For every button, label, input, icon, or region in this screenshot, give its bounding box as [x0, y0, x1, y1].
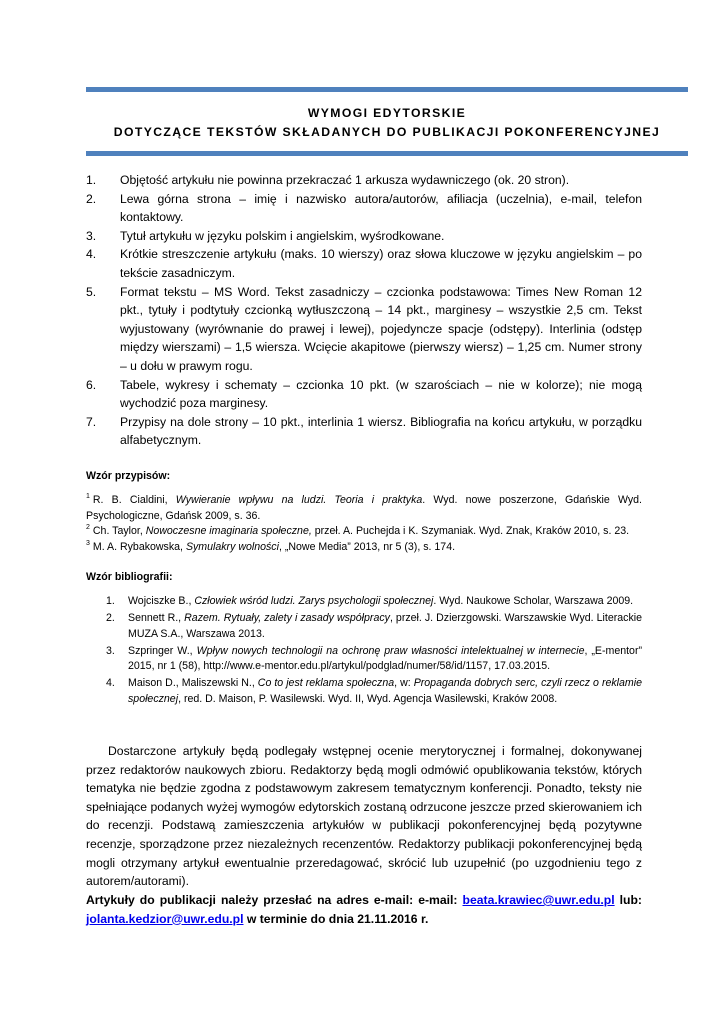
bibliography-number: 3. [106, 644, 115, 657]
list-item-text: Tytuł artykułu w języku polskim i angielskim, wyśrodkowane. [120, 228, 445, 243]
list-item-number: 7. [86, 414, 97, 429]
bibliography-text: Sennett R., [128, 612, 185, 625]
bibliography-title: Razem. Rytuały, zalety i zasady współpracy [184, 612, 390, 625]
header-bottom-rule [86, 151, 688, 156]
footnote-number: 3 [86, 539, 90, 547]
bibliography-number: 1. [106, 595, 115, 607]
email-link-1[interactable]: beata.krawiec@uwr.edu.pl [462, 893, 615, 907]
list-item-number: 1. [86, 173, 97, 187]
submission-middle: lub: [614, 893, 642, 907]
footnote-text: M. A. Rybakowska, [92, 540, 186, 553]
list-item [86, 413, 642, 450]
title-line-1: WYMOGI EDYTORSKIE [307, 106, 467, 120]
footnote-item [86, 540, 642, 556]
list-item-text: Krótkie streszczenie artykułu (maks. 10 wierszy) oraz słowa kluczowe w języku angielskim – po tekście zasadniczym. [120, 247, 642, 280]
footnote-number: 1 [86, 493, 90, 501]
bibliography-text: , red. D. Maison, P. Wasilewski. Wyd. II, Wyd. Agencja Wasilewski, Kraków 2008. [178, 692, 558, 705]
footnote-title: Symulakry wolności [185, 540, 279, 553]
footnote-text: , „Nowe Media” 2013, nr 5 (3), s. 174. [278, 540, 456, 553]
email-link-2[interactable]: jolanta.kedzior@uwr.edu.pl [86, 911, 244, 926]
list-item [86, 376, 642, 413]
bibliography-text: , przeł. J. Dzierzgowski. Warszawskie Wyd. Literackie MUZA S.A., Warszawa 2013. [128, 612, 643, 640]
bibliography-text: , w: [394, 677, 414, 690]
review-paragraph: Dostarczone artykuły będą podlegały wstępnej ocenie merytorycznej i formalnej, dokonywanej przez redaktorów naukowych zbioru. Redaktorzy będą mogli odmówić opublikowania tekstów, których tematyka nie będzie zgodna z podstawowym zakresem tematycznym konferencji. Ponadto, teksty nie spełniające podanych wyżej wymogów edytorskich zostaną odrzucone jeszcze przed skierowaniem ich do recenzji. Podstawą zamieszczenia artykułów w publikacji pokonferencyjnej będą pozytywne recenzje, sporządzone przez niezależnych recenzentów. Redaktorzy publikacji pokonferencyjnej będą mogli otrzymany artykuł ewentualnie przeredagować, skrócić lub uzupełnić (po uzgodnieniu tego z autorem/autorami). [86, 744, 642, 889]
submission-deadline: w terminie do dnia 21.11.2016 r. [243, 911, 429, 926]
list-item-number: 6. [86, 377, 97, 392]
list-item [86, 171, 642, 190]
bibliography-text: . Wyd. Naukowe Scholar, Warszawa 2009. [433, 595, 634, 607]
document-title [86, 104, 688, 142]
list-item [86, 227, 642, 246]
footnote-item [86, 493, 642, 524]
footnote-title: Nowoczesne imaginaria społeczne, [145, 525, 312, 537]
requirements-list [86, 171, 642, 450]
footnotes-heading: Wzór przypisów: [86, 470, 171, 482]
list-item-text: Objętość artykułu nie powinna przekraczać 1 arkusza wydawniczego (ok. 20 stron). [120, 173, 570, 187]
bibliography-title: Człowiek wśród ludzi. Zarys psychologii społecznej [194, 595, 434, 607]
footnote-text: R. B. Cialdini, [92, 494, 176, 506]
footnote-title: Wywieranie wpływu na ludzi. Teoria i praktyka [175, 494, 423, 506]
bibliography-text: , „E-mentor” 2015, nr 1 (58), http://www.e-mentor.edu.pl/artykul/podglad/numer/58/id/1157, 17.03.2015. [128, 644, 643, 673]
list-item [86, 190, 642, 227]
list-item-number: 2. [86, 191, 97, 206]
bibliography-item [106, 676, 642, 707]
footnote-text: . Wyd. nowe poszerzone, Gdańskie Wyd. Psychologiczne, Gdańsk 2009, s. 36. [86, 494, 642, 522]
bibliography-heading: Wzór bibliografii: [86, 571, 173, 583]
bibliography-text: Wojciszke B., [128, 595, 195, 607]
bibliography-title: Co to jest reklama społeczna [257, 677, 395, 690]
bibliography-item [106, 644, 642, 675]
footnote-number: 2 [86, 524, 90, 532]
submission-note [86, 891, 642, 928]
footnote-item [86, 524, 642, 540]
submission-prefix: Artykuły do publikacji należy przesłać na adres e-mail: e-mail: [86, 893, 463, 907]
bibliography-text: Maison D., Maliszewski N., [128, 677, 258, 690]
footnote-text: Ch. Taylor, [92, 525, 146, 537]
list-item-text: Tabele, wykresy i schematy – czcionka 10 pkt. (w szarościach – nie w kolorze); nie mogą wychodzić poza marginesy. [120, 377, 642, 411]
list-item-text: Lewa górna strona – imię i nazwisko autora/autorów, afiliacja (uczelnia), e-mail, telefon kontaktowy. [120, 191, 642, 225]
list-item-number: 3. [86, 228, 97, 243]
bibliography-item [106, 594, 642, 609]
list-item-number: 5. [86, 284, 97, 299]
footnotes-examples [86, 493, 642, 555]
bibliography-title: Propaganda dobrych serc, czyli rzecz o reklamie społecznej [128, 677, 642, 705]
bibliography-text: Szpringer W., [128, 644, 197, 657]
footnote-text: przeł. A. Puchejda i K. Szymaniak. Wyd. Znak, Kraków 2010, s. 23. [311, 525, 630, 537]
list-item [86, 283, 642, 376]
bibliography-title: Wpływ nowych technologii na ochronę praw własności intelektualnej w internecie [196, 644, 585, 657]
list-item-number: 4. [86, 247, 97, 262]
bibliography-examples [106, 594, 642, 709]
bibliography-number: 4. [106, 677, 115, 690]
title-line-2: DOTYCZĄCE TEKSTÓW SKŁADANYCH DO PUBLIKACJI POKONFERENCYJNEJ [113, 125, 661, 139]
list-item-text: Przypisy na dole strony – 10 pkt., interlinia 1 wiersz. Bibliografia na końcu artykułu, w porządku alfabetycznym. [120, 414, 642, 448]
bibliography-number: 2. [106, 612, 115, 625]
bibliography-item [106, 611, 642, 642]
header-top-rule [86, 87, 688, 92]
list-item [86, 245, 642, 282]
list-item-text: Format tekstu – MS Word. Tekst zasadniczy – czcionka podstawowa: Times New Roman 12 pkt., tytuły i podtytuły czcionką wytłuszczoną – 14 pkt., marginesy – wszystkie 2,5 cm. Tekst wyjustowany (wyrównanie do prawej i lewej), pojedyncze spacje (odstępy). Interlinia (odstęp między wierszami) – 1,5 wiersza. Wcięcie akapitowe (pierwszy wiersz) – 1,25 cm. Numer strony – u dołu w prawym rogu. [120, 284, 642, 373]
